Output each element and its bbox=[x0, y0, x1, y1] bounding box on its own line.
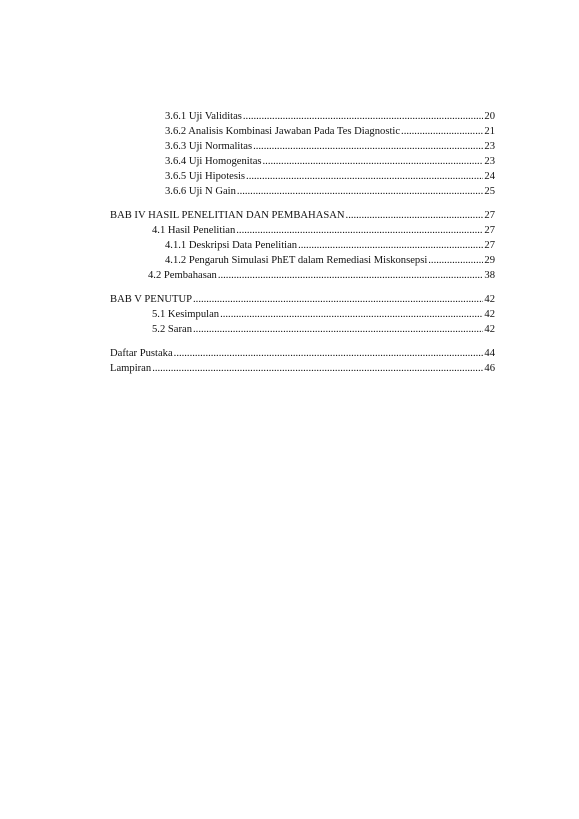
section-gap bbox=[110, 199, 495, 208]
toc-entry-label: Daftar Pustaka bbox=[110, 348, 173, 359]
toc-entry-4-1-2[interactable] bbox=[110, 253, 495, 268]
toc-page-number: 42 bbox=[484, 309, 495, 320]
toc-leader-dots bbox=[193, 292, 483, 307]
toc-entry-label: 4.2 Pembahasan bbox=[148, 270, 217, 281]
toc-leader-dots bbox=[346, 208, 484, 223]
toc-page-number: 23 bbox=[484, 156, 495, 167]
toc-entry-label: 3.6.5 Uji Hipotesis bbox=[165, 171, 246, 182]
toc-entry-4-2[interactable] bbox=[110, 268, 495, 283]
toc-page-number: 24 bbox=[484, 171, 495, 182]
toc-entry-label: 3.6.6 Uji N Gain bbox=[165, 186, 236, 197]
toc-entry-label: 5.2 Saran bbox=[152, 324, 193, 335]
toc-entry-3-6-1[interactable] bbox=[110, 109, 495, 124]
toc-page-number: 42 bbox=[484, 324, 495, 335]
toc-leader-dots bbox=[237, 184, 483, 199]
toc-entry-5-2[interactable] bbox=[110, 322, 495, 337]
toc-leader-dots bbox=[263, 154, 484, 169]
toc-leader-dots bbox=[152, 361, 483, 376]
section-gap bbox=[110, 283, 495, 292]
toc-page-number: 21 bbox=[484, 126, 495, 137]
toc-entry-label: 4.1 Hasil Penelitian bbox=[152, 225, 236, 236]
table-of-contents bbox=[110, 109, 495, 376]
toc-entry-4-1[interactable] bbox=[110, 223, 495, 238]
toc-chapter-label: BAB V PENUTUP bbox=[110, 294, 193, 305]
toc-page-number: 27 bbox=[484, 210, 495, 221]
toc-leader-dots bbox=[193, 322, 483, 337]
toc-entry-bab-5[interactable] bbox=[110, 292, 495, 307]
toc-page-number: 27 bbox=[484, 240, 495, 251]
toc-page-number: 27 bbox=[484, 225, 495, 236]
toc-entry-label: Lampiran bbox=[110, 363, 152, 374]
toc-page-number: 25 bbox=[484, 186, 495, 197]
toc-leader-dots bbox=[428, 253, 483, 268]
toc-leader-dots bbox=[253, 139, 483, 154]
toc-chapter-label: BAB IV HASIL PENELITIAN DAN PEMBAHASAN bbox=[110, 210, 345, 221]
toc-entry-bab-4[interactable] bbox=[110, 208, 495, 223]
toc-entry-3-6-4[interactable] bbox=[110, 154, 495, 169]
toc-entry-label: 3.6.2 Analisis Kombinasi Jawaban Pada Tes Diagnostic bbox=[165, 126, 401, 137]
toc-page-number: 20 bbox=[484, 111, 495, 122]
toc-entry-3-6-5[interactable] bbox=[110, 169, 495, 184]
toc-entry-label: 3.6.3 Uji Normalitas bbox=[165, 141, 253, 152]
toc-entry-label: 4.1.2 Pengaruh Simulasi PhET dalam Remediasi Miskonsepsi bbox=[165, 255, 428, 266]
toc-leader-dots bbox=[220, 307, 483, 322]
toc-page-number: 46 bbox=[484, 363, 495, 374]
toc-page-number: 23 bbox=[484, 141, 495, 152]
toc-leader-dots bbox=[246, 169, 483, 184]
toc-leader-dots bbox=[174, 346, 484, 361]
toc-entry-label: 3.6.4 Uji Homogenitas bbox=[165, 156, 262, 167]
toc-leader-dots bbox=[298, 238, 483, 253]
toc-entry-label: 4.1.1 Deskripsi Data Penelitian bbox=[165, 240, 298, 251]
toc-entry-label: 3.6.1 Uji Validitas bbox=[165, 111, 242, 122]
toc-leader-dots bbox=[243, 109, 484, 124]
section-gap bbox=[110, 337, 495, 346]
toc-entry-4-1-1[interactable] bbox=[110, 238, 495, 253]
toc-leader-dots bbox=[236, 223, 483, 238]
toc-entry-3-6-2[interactable] bbox=[110, 124, 495, 139]
toc-entry-5-1[interactable] bbox=[110, 307, 495, 322]
toc-page-number: 38 bbox=[484, 270, 495, 281]
toc-page-number: 29 bbox=[484, 255, 495, 266]
toc-entry-daftar-pustaka[interactable] bbox=[110, 346, 495, 361]
toc-entry-label: 5.1 Kesimpulan bbox=[152, 309, 220, 320]
toc-page-number: 44 bbox=[484, 348, 495, 359]
toc-leader-dots bbox=[218, 268, 484, 283]
toc-entry-3-6-6[interactable] bbox=[110, 184, 495, 199]
toc-entry-lampiran[interactable] bbox=[110, 361, 495, 376]
toc-leader-dots bbox=[401, 124, 483, 139]
toc-entry-3-6-3[interactable] bbox=[110, 139, 495, 154]
toc-page-number: 42 bbox=[484, 294, 495, 305]
